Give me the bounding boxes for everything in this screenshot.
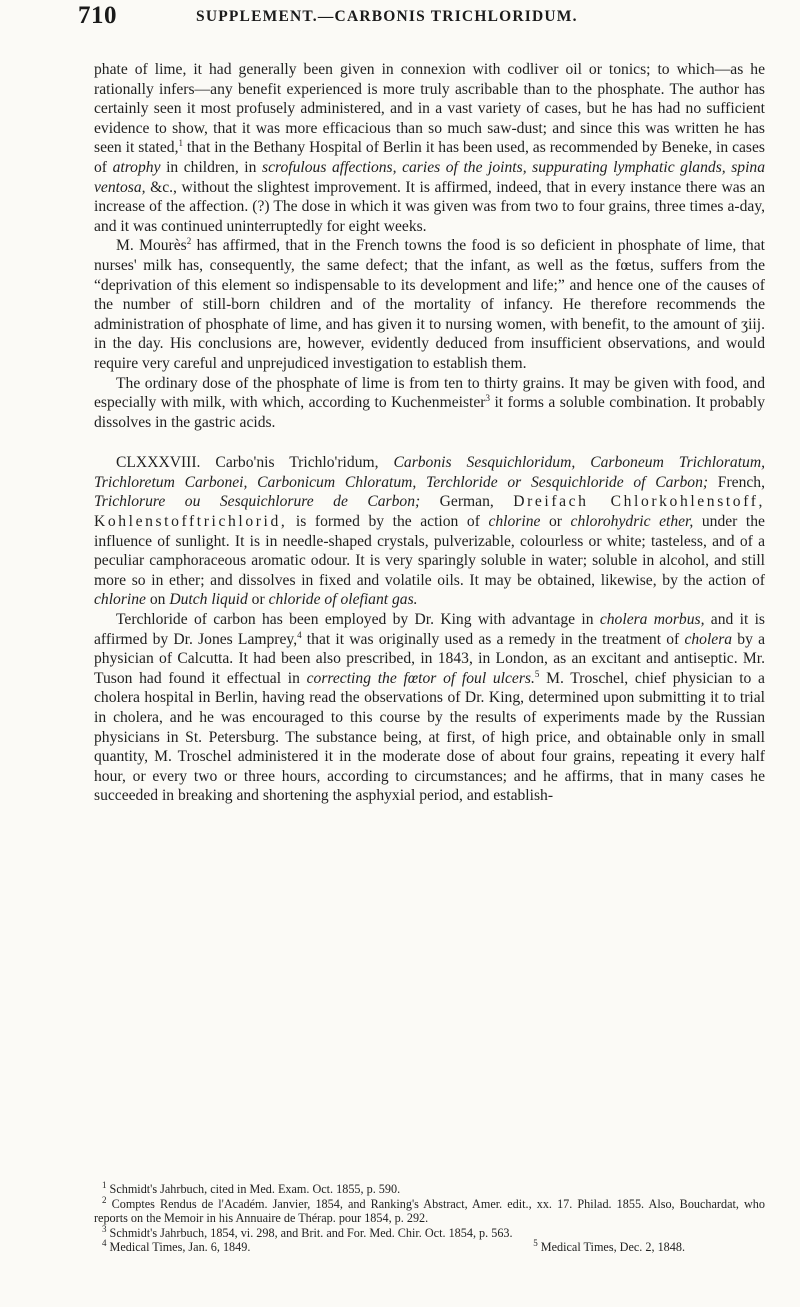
paragraph-terchloride xyxy=(94,610,765,806)
footnote-marker: 3 xyxy=(102,1223,107,1234)
paragraph-phosphate-continued xyxy=(94,60,765,236)
italic-term: chlorohydric ether, xyxy=(570,513,694,531)
italic-term: chlorine xyxy=(94,591,146,609)
footnote-5 xyxy=(525,1240,685,1255)
footnote-text: Medical Times, Dec. 2, 1848. xyxy=(540,1240,685,1255)
text-run: M. Troschel, chief physician to a cholera hospital in Berlin, having read the observations of Dr. King, determined upon submitting it to trial in cholera, and he was encouraged to this course by the results of experiments made by the Russian physicians in St. Petersburg. The substance being, at first, of high price, and obtainable only in small quantity, M. Troschel administered it in the moderate dose of about four grains, repeating it every half hour, or every two or three hours, according to circumstances; and he affirms, that in many cases he succeeded in breaking and shortening the asphyxial period, and establish- xyxy=(94,669,765,805)
footnote-ref: 2 xyxy=(186,236,192,247)
text-run: under the influence of sunlight. It is in needle-shaped crystals, pulverizable, colourless or white; tasteless, and of a peculiar camphoraceous aromatic odour. It is very sparingly soluble in water; soluble in alcohol, and still more so in ether; and dissolves in fixed and volatile oils. It may be obtained, likewise, by the action of xyxy=(94,513,765,589)
section-heading: CLXXXVIII. Carbo'nis Trichlo'ridum, xyxy=(116,454,379,472)
footnote-text: Medical Times, Jan. 6, 1849. xyxy=(109,1240,251,1255)
body-text xyxy=(94,60,765,806)
footnote-ref: 5 xyxy=(534,668,540,679)
footnote-ref: 1 xyxy=(178,138,183,149)
paragraph-moures xyxy=(94,236,765,373)
italic-term: correcting the fœtor of foul ulcers. xyxy=(306,669,535,687)
text-run: &c., without the slightest improvement. It is affirmed, indeed, that in every instance there was an increase of the affection. (?) The dose in which it was given was from two to four grains, three times a-day, and it was continued uninterruptedly for eight weeks. xyxy=(94,178,765,235)
text-run: The ordinary dose of the phosphate of lime is from ten to thirty grains. It may be given with food, and especially with milk, with which, according to Kuchenmeister xyxy=(94,374,765,412)
page-header xyxy=(78,2,773,38)
text-run: M. Mourès xyxy=(116,237,187,255)
footnote-marker: 2 xyxy=(102,1194,107,1205)
footnote-4 xyxy=(94,1240,250,1255)
paragraph-dose xyxy=(94,374,765,433)
footnote-text: Comptes Rendus de l'Académ. Janvier, 1854, and Ranking's Abstract, Amer. edit., xx. 17. Philad. 1855. Also, Bouchardat, who reports on the Memoir in his Annuaire de Thérap. pour 1854, p. 292. xyxy=(94,1196,765,1226)
text-run: German, xyxy=(420,493,514,511)
text-run: or xyxy=(247,591,269,609)
footnote-ref: 3 xyxy=(485,392,490,403)
footnote-text: Schmidt's Jahrbuch, cited in Med. Exam. Oct. 1855, p. 590. xyxy=(109,1182,401,1196)
text-run: Terchloride of carbon has been employed by Dr. King with advantage in xyxy=(116,611,600,629)
italic-term: cholera xyxy=(684,630,733,648)
italic-term: cholera morbus, xyxy=(599,611,705,629)
footnote-2 xyxy=(94,1194,765,1226)
text-run: that in the Bethany Hospital of Berlin it has been used, as recommended by Beneke, in cases of xyxy=(94,139,765,176)
italic-term: Dutch liquid xyxy=(169,591,248,609)
running-title: SUPPLEMENT.—CARBONIS TRICHLORIDUM. xyxy=(196,8,578,25)
footnote-ref: 4 xyxy=(297,629,302,640)
italic-term: Carbonis Sesquichloridum, Carboneum Trichloratum, Trichloretum Carbonei, Carbonicum Chloratum, Terchloride or Sesquichloride of Carbon; xyxy=(94,454,766,491)
spaced-term: Dreifach Chlorkohlenstoff, Kohlenstofftrichlorid, xyxy=(94,493,765,531)
footnote-marker: 5 xyxy=(533,1238,538,1249)
text-run: is formed by the action of xyxy=(287,513,489,531)
text-run: on xyxy=(145,591,170,609)
text-run: in children, in xyxy=(160,158,263,176)
text-run: or xyxy=(540,513,571,531)
footnote-1 xyxy=(94,1179,765,1197)
italic-term: chlorine xyxy=(488,513,541,531)
text-run: and it is affirmed by Dr. Jones Lamprey, xyxy=(94,611,765,648)
text-run: French, xyxy=(708,473,765,491)
footnotes xyxy=(94,1179,765,1255)
italic-term: scrofulous affections, caries of the joints, suppurating lymphatic glands, spina ventosa, xyxy=(94,158,766,196)
text-run: has affirmed, that in the French towns the food is so deficient in phosphate of lime, that nurses' milk has, consequently, the same defect; that the infant, as well as the fœtus, suffers from the “deprivation of this element so indispensable to its development and life;” and hence one of the causes of the number of still-born children and of the mortality of infancy. He therefore recommends the administration of phosphate of lime, and has given it to nursing women, with benefit, to the amount of ʒiij. in the day. His conclusions are, however, evidently deduced from insufficient observations, and would require very careful and unprejudiced investigation to establish them. xyxy=(94,237,765,372)
footnote-text: Schmidt's Jahrbuch, 1854, vi. 298, and Brit. and For. Med. Chir. Oct. 1854, p. 563. xyxy=(109,1225,513,1240)
text-run: that it was originally used as a remedy in the treatment of xyxy=(301,630,685,648)
text-run: it forms a soluble combination. It probably dissolves in the gastric acids. xyxy=(94,394,765,431)
section-carbonis-trichloridum xyxy=(94,453,765,610)
footnote-3 xyxy=(94,1223,765,1241)
italic-term: chloride of olefiant gas. xyxy=(268,591,418,609)
page-number: 710 xyxy=(78,2,117,29)
italic-term: Trichlorure ou Sesquichlorure de Carbon; xyxy=(94,493,421,511)
footnote-marker: 4 xyxy=(102,1238,107,1249)
text-run: by a physician of Calcutta. It had been also prescribed, in 1843, in London, as an excitant and antiseptic. Mr. Tuson had found it effectual in xyxy=(94,630,765,687)
footnote-marker: 1 xyxy=(102,1179,107,1190)
italic-term: atrophy xyxy=(112,158,161,176)
footnotes-4-5 xyxy=(94,1240,765,1255)
text-run: phate of lime, it had generally been given in connexion with codliver oil or tonics; to which—as he rationally infers—any benefit experienced is more truly ascribable than to the phosphate. The author has certainly seen it most profusely administered, and in a vast variety of cases, but he has had no sufficient evidence to show, that it was more efficacious than so much saw-dust; and since this was written he has seen it stated, xyxy=(94,61,765,157)
